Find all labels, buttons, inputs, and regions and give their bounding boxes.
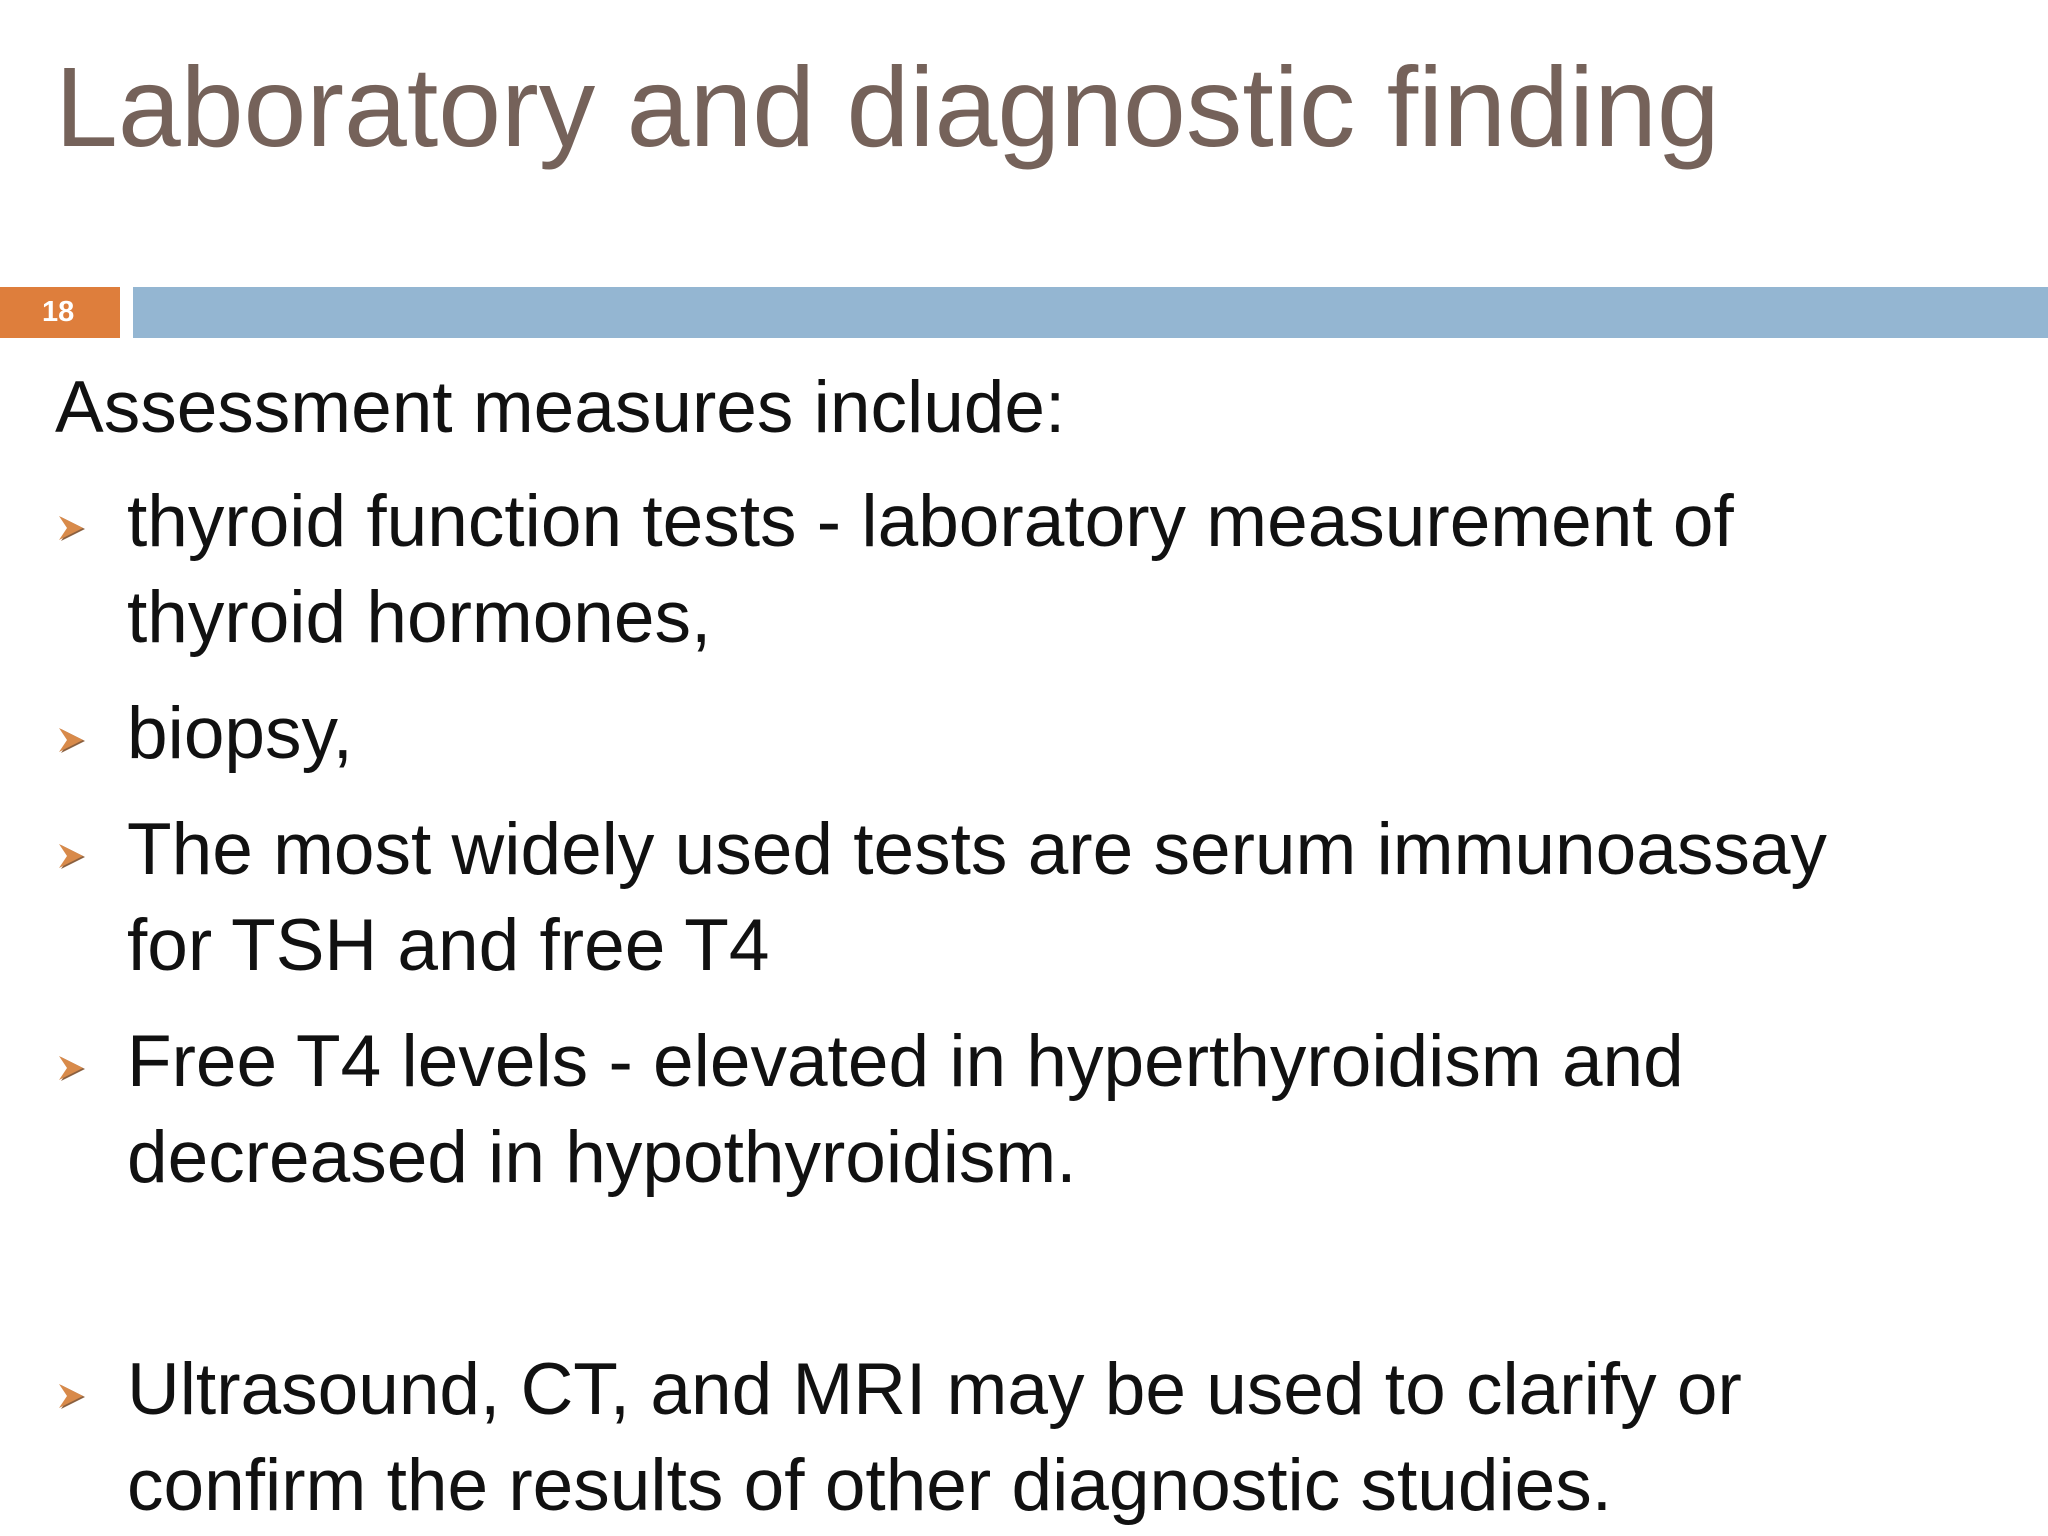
- bullet-list: [55, 474, 2015, 1534]
- bullet-item: [55, 1342, 2015, 1534]
- bullet-item: [55, 802, 2015, 994]
- lead-text: Assessment measures include:: [55, 367, 1066, 448]
- bullet-line: biopsy,: [127, 693, 353, 774]
- slide-number-badge: 18: [0, 287, 120, 338]
- bullet-item: [55, 474, 2015, 666]
- bullet-line: for TSH and free T4: [127, 905, 770, 986]
- arrowhead-bullet-icon: [57, 1054, 87, 1084]
- bullet-line: Ultrasound, CT, and MRI may be used to clarify or: [127, 1349, 1742, 1430]
- bullet-item: [55, 1014, 2015, 1206]
- bullet-line: thyroid hormones,: [127, 577, 712, 658]
- bullet-line: thyroid function tests - laboratory measurement of: [127, 481, 1734, 562]
- arrowhead-bullet-icon: [57, 842, 87, 872]
- arrowhead-bullet-icon: [57, 514, 87, 544]
- bullet-line: decreased in hypothyroidism.: [127, 1117, 1077, 1198]
- bullet-line: The most widely used tests are serum immunoassay: [127, 809, 1827, 890]
- bullet-line: Free T4 levels - elevated in hyperthyroidism and: [127, 1021, 1684, 1102]
- bullet-line: confirm the results of other diagnostic studies.: [127, 1445, 1613, 1526]
- slide-body: [55, 360, 2015, 1534]
- slide-title: Laboratory and diagnostic finding: [55, 44, 1720, 170]
- bullet-item: [55, 686, 2015, 782]
- arrowhead-bullet-icon: [57, 1382, 87, 1412]
- header-rule-bar: [133, 287, 2048, 338]
- arrowhead-bullet-icon: [57, 726, 87, 756]
